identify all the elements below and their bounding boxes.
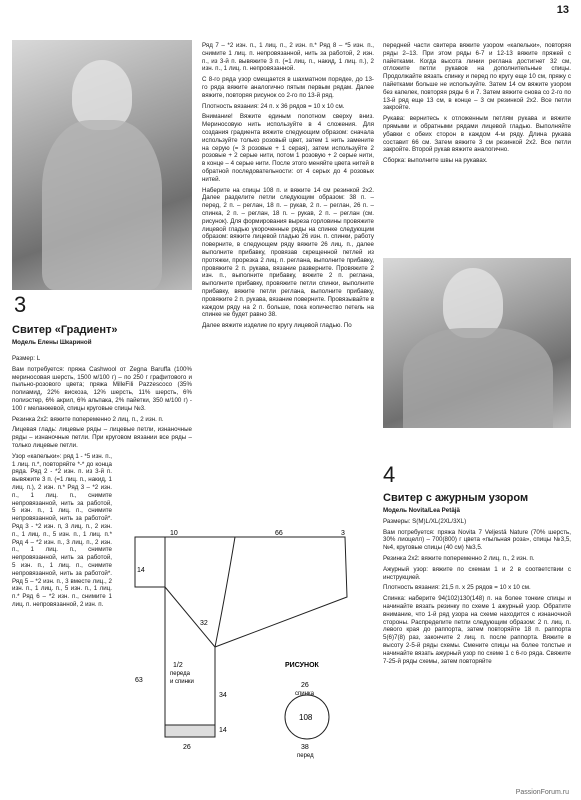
mid-main2: Далее вяжите изделие по кругу лицевой гладью. По — [202, 322, 352, 330]
label-back: и спинки — [170, 679, 194, 685]
materials: Вам потребуется: пряжа Cashwool от Zegna Baruffa (100% мериносовая шерсть, 1500 м/100 г) – по 250 г графитового и пыльно-розового цвета; пряжа MilleFili Pazzescoco (35% полиамид, 22% вискоза, 12% шерсть, 11% шерсть, 6% полиэстер, 6% акрил, 6% альпака, 2% пайетки, 350 м/100 г) - 100 г меланжевой, спицы круговые спицы №3. — [12, 365, 192, 412]
title-lace-sweater: Свитер с ажурным узором — [383, 492, 529, 504]
left-heading-block — [12, 322, 192, 349]
mid-text2: С 8-го ряда узор смещается в шахматном порядке, до 13-го ряда вяжите аналогично пятым первым рядам. Далее вяжите, повторяя рисунок со 2-го по 13-й ряд. — [202, 76, 374, 99]
size: Размер: L — [12, 355, 41, 362]
model-novita: Модель Novita/Lea Petäjä — [383, 507, 460, 514]
mid-gauge: Плотность вязания: 24 п. х 36 рядов = 10 х 10 см. — [202, 102, 345, 110]
item-number-4: 4 — [383, 462, 396, 487]
right-lower-text — [383, 490, 571, 668]
stockinette: Лицевая гладь: лицевые ряды – лицевые петли, изнаночные ряды – изнаночные петли. При круговом вязании все ряды – только лицевые петли. — [12, 426, 192, 449]
page-number: 13 — [556, 4, 569, 16]
rib-4: Резинка 2х2: вяжите попеременно 2 лиц. п., 2 изн. п. — [383, 554, 535, 562]
circle-bottom-label: перед — [297, 753, 314, 759]
item-number-3: 3 — [14, 292, 27, 317]
middle-column-text — [202, 42, 374, 333]
lace-pattern: Ажурный узор: вяжите по схемам 1 и 2 в соответствии с инструкцией. — [383, 565, 571, 581]
materials-4: Вам потребуется: пряжа Novita 7 Veljestä Nature (70% шерсть, 30% лиоцелл) – 700(800) г цвета «пыльная роза», спицы №3,5, №4, круговые спицы (40 см) №3,5. — [383, 528, 571, 552]
dim-66: 66 — [275, 530, 283, 537]
schematic-diagram — [115, 527, 375, 792]
model-photo-gradient-sweater — [12, 40, 192, 290]
back-instructions: Спинка: наберите 94(102)130(148) п. на более тонкие спицы и начинайте вязать резинку по схеме 1 ажурный узор. Обратите внимание, что 1-й ряд узора на схеме находится с изнаночной стороны. Распределите петли следующим образом: 2 п. лиц. п. левого края до раппорта, затем повторяйте 18 п. раппорта 5(6)7(8) раз, закончите 2 лиц. п. после раппорта. Вяжите в высоту 2-5-й ряды схемы. Смените спицы на более толстые и начинайте вязать ажурный узор по схеме 1 с 6-го ряда. Свяжите 7-25-й ряды схемы, затем повторяйте — [383, 595, 571, 665]
dim-14b: 14 — [219, 727, 227, 734]
dim-3: 3 — [341, 530, 345, 537]
circle-top-label: спинка — [295, 691, 315, 697]
drops-pattern: Узор «капельки»: ряд 1 - *5 изн. п., 1 лиц. п.*, повторяйте *-* до конца ряда. Ряд 2 - *2 изн. п. из 3-й п. вывяжите 3 п. (=1 лиц. п., накид, 1 лиц. п.), 2 изн. п.* Ряд 3 – *2 изн. п., 1 лиц. п., снимите непровязанной, нить за работой, 5 изн. п., 1 лиц. п., снимите непровязанной, нить за работой*. Ряд 3 - *2 изн. п, 3 лиц. п., 2 изн. п., 1 лиц. п., 5 изн. п., 1 лиц. п.* Ряд 4 – *2 изн. п., 3 лиц. п., 2 изн. п., 1 лиц. п., снимите непровязанной, нить за работой, 5 изн. п., 1 лиц. п., снимите непровязанной, нить за работой*. Ряд 5 – *2 изн. п., 3 вместе лиц., 2 изн. п., 1 лиц. п., 5 изн. п., 1 лиц. п.* Ряд 6 – *2 изн. п., снимите 1 лиц. п. непровязанной, 2 изн. п. — [12, 452, 112, 608]
gauge-4: Плотность вязания: 21,5 п. х 25 рядов = 10 х 10 см. — [383, 584, 531, 592]
label-half: 1/2 — [173, 662, 183, 669]
title-gradient-sweater: Свитер «Градиент» — [12, 324, 118, 336]
label-picture: РИСУНОК — [285, 662, 319, 669]
dim-63: 63 — [135, 677, 143, 684]
dim-32: 32 — [200, 620, 208, 627]
label-front: переда — [170, 671, 190, 677]
watermark: PassionForum.ru — [515, 789, 569, 796]
right-sleeve: Рукава: вернитесь к отложенным петлям рукава и вяжите прямыми и обратными рядами лицевой гладью. Выполняйте убавки с обеих сторон в каждом 4-м ряду. Длина рукава составит 66 см. Затем вяжите 3 см резинкой 2х2. Все петли закройте. Второй рукав вяжите аналогично. — [383, 115, 571, 154]
circle-bottom: 38 — [301, 744, 309, 751]
model-author: Модель Елены Шкариной — [12, 339, 92, 346]
circle-center: 108 — [299, 713, 313, 722]
rib-stitch: Резинка 2х2: вяжите попеременно 2 лиц. п., 2 изн. п. — [12, 415, 164, 423]
model-photo-lace-sweater — [383, 258, 571, 428]
right-assembly: Сборка: выполните швы на рукавах. — [383, 157, 488, 165]
right-column-text — [383, 42, 571, 168]
right-text1: передней части свитера вяжите узором «капельки», повторяя ряды 2–13. При этом ряды 6-7 и 12-13 вяжите пряжей с пайетками. Когда высота линии реглана достигнет 32 см, отложите петли рукавов на дополнительные спицы. Продолжайте вязать спинку и перед по кругу еще 10 см, пряжу с пайетками больше не используйте. Затем 14 см вяжите узором без капелек, повторяя ряды 6 и 7. Затем вяжите снова со 2-го по 13-й ряд еще 13 см, в конце – 3 см резинкой 2х2. Все петли закройте. — [383, 42, 571, 112]
mid-main1: Наберите на спицы 108 п. и вяжите 14 см резинкой 2х2. Далее разделите петли следующим образом: 38 п. – перед, 2 п. – реглан, 18 п. – рукав, 2 п. – реглан, 26 п. – спинка, 2 п. – реглан, 18 п. – рукав, 2 п. – реглан (см. рисунок). Для формирования выреза горловины провяжите лицевой гладью укороченные ряды на спинке следующим образом: вяжите лицевой гладью 26 изн. п. спинки, работу поверните, в следующем ряду вяжите 26 лиц. п., далее выполните прибавку, провязав скрещенной петлей из протяжки, прорезка 2 лиц. п. реглана, выполните прибавку, провяжите 2 п. рукава, вязание разверните. Провяжите 2 изн. п., выполните прибавку, вяжите 2 п. реглана, выполните прибавку, провяжите петли спинки, выполните прибавку, вяжите петли реглана, выполните прибавку, провяжите 2 п. рукава, вязание поверните. Провязывайте в каждом ряду на 2 п. больше, пока количество петель на спинке не будет равно 38. — [202, 186, 374, 319]
circle-top: 26 — [301, 682, 309, 689]
dim-34: 34 — [219, 692, 227, 699]
dim-14: 14 — [137, 567, 145, 574]
mid-attention: Внимание! Вяжите единым полотном сверху вниз. Мериносовую нить используйте в 4 сложения. Для создания градиента вяжите следующим образом: сначала используйте только розовый цвет, затем 1 нить замените на серую (= 3 розовые + 1 серая), затем используйте 2 розовые + 2 серые нити, потом 1 розовую + 2 серые нити, в конце – 4 серые нити. После этого меняйте цвета нитей в обратной последовательности: от 4 серых до 4 розовых нитей. — [202, 113, 374, 183]
dim-10: 10 — [170, 530, 178, 537]
dim-26: 26 — [183, 744, 191, 751]
mid-text1: Ряд 7 – *2 изн. п., 1 лиц. п., 2 изн. п.* Ряд 8 – *5 изн. п., снимите 1 лиц. п. непровязанной, нить за работой, 2 изн. п., из 3-й п. вывяжите 3 п. (=1 лиц. п., накид, 1 лиц. п.), 2 изн. п., 1 лиц. п. непровязанной. — [202, 42, 374, 73]
sizes: Размеры: S(M)L/XL(2XL/3XL) — [383, 517, 467, 525]
